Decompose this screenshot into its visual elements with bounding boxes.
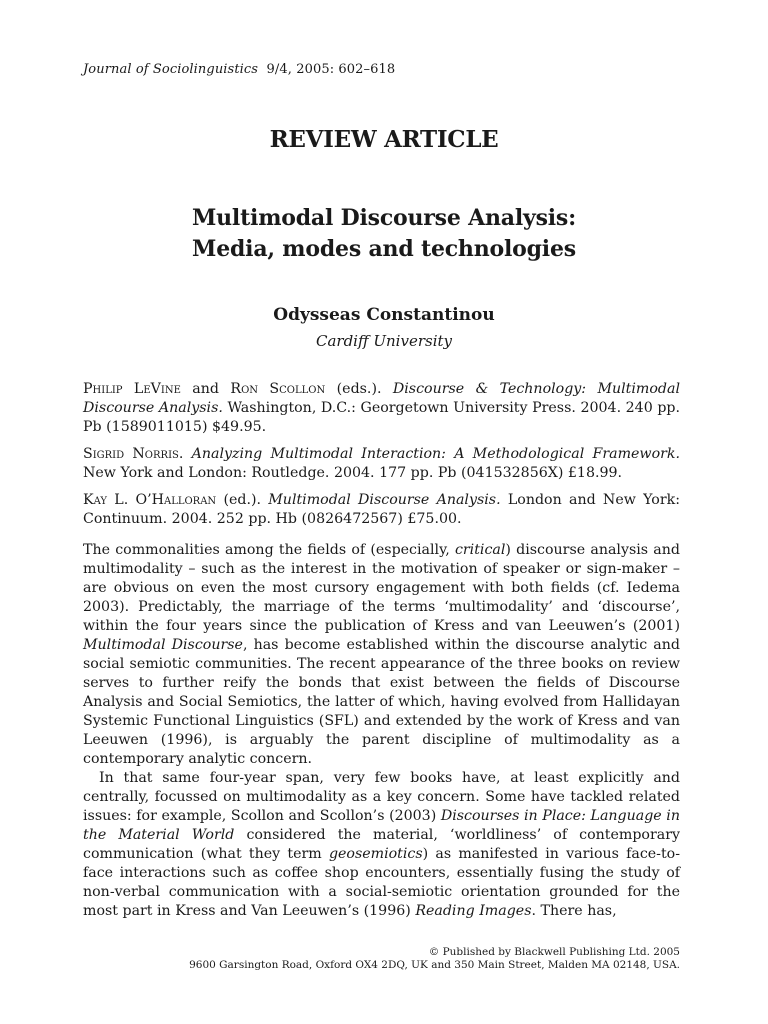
body-paragraph-2: In that same four-year span, very few books have, at least explicitly and centrally, focussed on multimodality as a key concern. Some have tackled related issues: for example, Scollon and Scollon’s (2003) Discourses in Place: Language in the Material World considered the material, ‘worldliness’ of contemporary communication (what they term geosemiotics) as manifested in various face-to-face interactions such as coffee shop encounters, essentially fusing the study of non-verbal communication with a social-semiotic orientation grounded for the most part in Kress and Van Leeuwen’s (1996) Reading Images. There has, [83,770,680,919]
book-editors: Philip LeVine [83,381,181,397]
book-entry: Philip LeVine and Ron Scollon (eds.). Discourse & Technology: Multimodal Discourse Analysis. Washington, D.C.: Georgetown University Press. 2004. 240 pp. Pb (1589011015) $49.95. [83,381,680,435]
journal-header [83,62,395,77]
book-editors: Sigrid Norris [83,446,179,462]
book-title: Discourse & Technology: Multimodal Discourse Analysis. [83,381,680,416]
section-title: REVIEW ARTICLE [269,126,499,153]
article-body [83,541,680,921]
book-editors: Kay L. O’Halloran [83,492,217,508]
paper-title-line-1: Multimodal Discourse Analysis: [191,205,577,231]
book-details: Washington, D.C.: Georgetown University Press. 2004. 240 pp. Pb (1589011015) $49.95. [83,400,680,435]
book-entry [83,445,680,483]
journal-citation: 9/4, 2005: 602–618 [266,62,396,77]
book-editors: Ron Scollon [230,381,326,397]
book-role: (eds.). [325,381,393,397]
author-name: Odysseas Constantinou [273,305,495,325]
publisher-footer [83,946,680,972]
book-title: Multimodal Discourse Analysis. [268,492,501,508]
body-paragraph-1: The commonalities among the fields of (especially, critical) discourse analysis and multimodality – such as the interest in the motivation of speaker or sign-maker – are obvious on even the most cursory engagement with both fields (cf. Iedema 2003). Predictably, the marriage of the terms ‘multimodality’ and ‘discourse’, within the four years since the publication of Kress and van Leeuwen’s (2001) Multimodal Discourse, has become established within the discourse analytic and social semiotic communities. The recent appearance of the three books on review serves to further reify the bonds that exist between the fields of Discourse Analysis and Social Semiotics, the latter of which, having evolved from Hallidayan Systemic Functional Linguistics (SFL) and extended by the work of Kress and van Leeuwen (1996), is arguably the parent discipline of multimodality as a contemporary analytic concern. [83,542,680,767]
book-entry [83,491,680,529]
publisher-address: 9600 Garsington Road, Oxford OX4 2DQ, UK and 350 Main Street, Malden MA 02148, USA. [189,959,680,971]
paper-title [0,203,768,265]
reviewed-books-list [83,380,680,537]
author-affiliation: Cardiff University [315,332,452,350]
book-role: (ed.). [216,492,269,508]
journal-name: Journal of Sociolinguistics [83,62,259,77]
book-title: Analyzing Multimodal Interaction: A Methodological Framework. [191,446,680,462]
paper-title-line-2: Media, modes and technologies [192,236,576,262]
copyright-line: © Published by Blackwell Publishing Ltd. 2005 [428,946,680,958]
book-details: London and New York: Continuum. 2004. 252 pp. Hb (0826472567) £75.00. [83,492,680,527]
book-role: . [178,446,192,462]
book-details: New York and London: Routledge. 2004. 177 pp. Pb (041532856X) £18.99. [83,465,623,481]
